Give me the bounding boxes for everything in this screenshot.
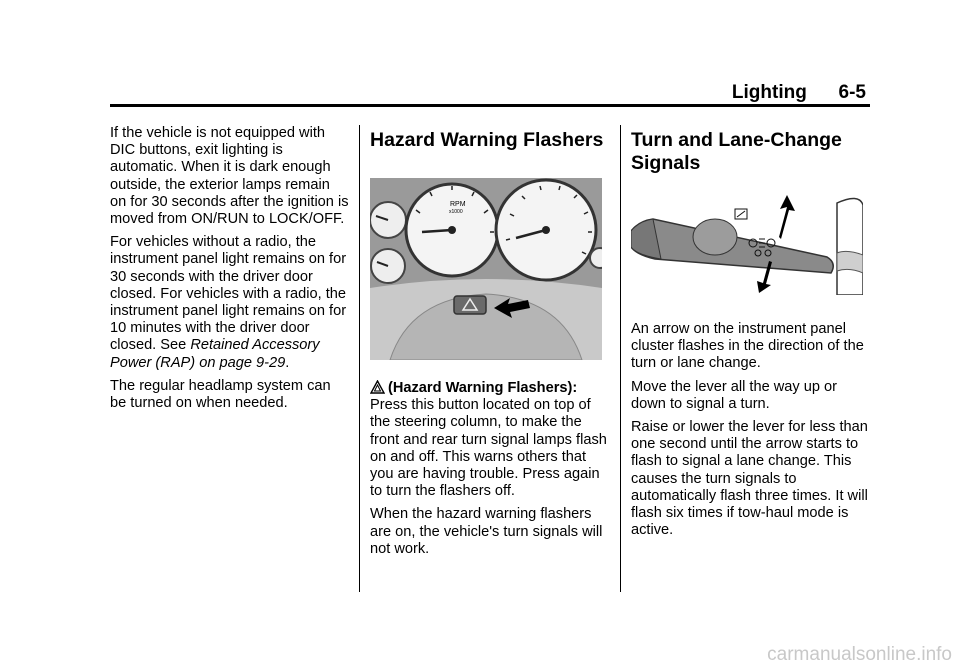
paragraph-headlamp: The regular headlamp system can be turned on when needed.: [110, 377, 331, 412]
paragraph-move-lever: Move the lever all the way up or down to signal a turn.: [631, 378, 838, 412]
column-divider: [620, 125, 621, 592]
hazard-heading: Hazard Warning Flashers: [370, 129, 604, 151]
page-number: 6-5: [838, 82, 866, 103]
header-rule: [110, 104, 870, 107]
hazard-label: (Hazard Warning Flashers):: [388, 380, 578, 396]
column-right: [631, 125, 871, 545]
tach-rpm-label: RPM: [450, 201, 466, 208]
paragraph-hazard-note: When the hazard warning flashers are on, the vehicle's turn signals will not work.: [370, 506, 603, 557]
rap-reference-link[interactable]: Retained Accessory Power (RAP) on page 9-29: [110, 337, 320, 371]
paragraph-lane-change: Raise or lower the lever for less than one second until the arrow starts to flash to signal a lane change. This causes the turn signals to automatically flash three times. It will flash six times if tow-haul mode is active.: [631, 419, 868, 539]
hazard-figure: [370, 178, 602, 360]
turn-signal-heading: Turn and Lane-Change Signals: [631, 129, 842, 174]
tach-multiplier-label: x1000: [449, 209, 463, 215]
column-middle: [370, 125, 610, 564]
paragraph-turn-arrow: An arrow on the instrument panel cluster flashes in the direction of the turn or lane change.: [631, 321, 864, 372]
column-divider: [359, 125, 360, 592]
hazard-warning-icon: [370, 380, 385, 394]
watermark: carmanualsonline.info: [767, 644, 952, 665]
header-title: [732, 82, 866, 104]
paragraph-panel-light: [110, 234, 350, 372]
page-header: [110, 82, 870, 104]
paragraph-hazard-button: [370, 380, 610, 500]
section-name: Lighting: [731, 82, 807, 103]
hazard-body: Press this button located on top of the steering column, to make the front and rear turn signal lamps flash on and off. This warns others that you are having trouble. Press again to turn the flashers off.: [370, 397, 607, 500]
column-left: [110, 125, 350, 418]
panel-light-end: .: [285, 354, 290, 371]
panel-light-text: For vehicles without a radio, the instrument panel light remains on for 30 seconds with the driver door closed. For vehicles with a radio, the instrument panel light remains on for 10 minutes with the driver door closed. See: [110, 234, 347, 354]
turn-signal-figure: [631, 193, 863, 295]
paragraph-exit-lighting: If the vehicle is not equipped with DIC buttons, exit lighting is automatic. When it is dark enough outside, the exterior lamps remain on for 30 seconds after the ignition is moved from ON/RUN to LOCK/OFF.: [110, 125, 349, 228]
